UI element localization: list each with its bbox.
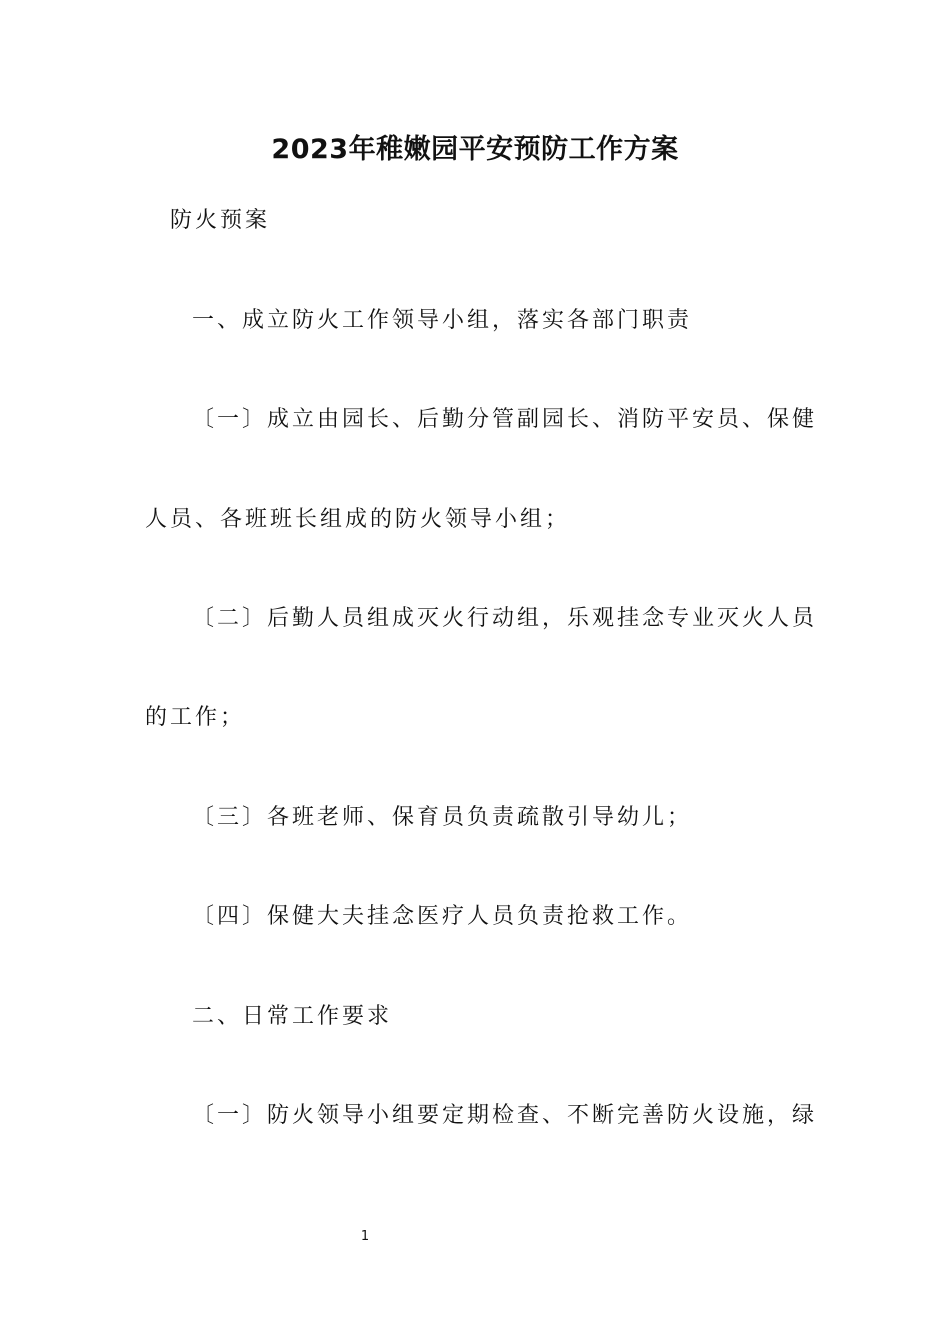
paragraph-line: 〔一〕防火领导小组要定期检查、不断完善防火设施，绿 <box>192 1103 818 1128</box>
paragraph-line: 〔四〕保健大夫挂念医疗人员负责抢救工作。 <box>192 904 693 929</box>
paragraph-line: 〔二〕后勤人员组成灭火行动组，乐观挂念专业灭火人员 <box>192 606 818 631</box>
page-number: 1 <box>360 1229 370 1244</box>
paragraph-line: 的工作； <box>145 705 246 730</box>
paragraph-line: 〔一〕成立由园长、后勤分管副园长、消防平安员、保健 <box>192 407 818 432</box>
document-title: 2023年稚嫩园平安预防工作方案 <box>271 134 679 165</box>
paragraph-line: 人员、各班班长组成的防火领导小组； <box>145 507 571 532</box>
paragraph-line: 一、成立防火工作领导小组，落实各部门职责 <box>192 308 693 333</box>
paragraph-line: 〔三〕各班老师、保育员负责疏散引导幼儿； <box>192 805 693 830</box>
section-heading-fire-plan: 防火预案 <box>170 208 271 233</box>
paragraph-line: 二、日常工作要求 <box>192 1004 393 1029</box>
